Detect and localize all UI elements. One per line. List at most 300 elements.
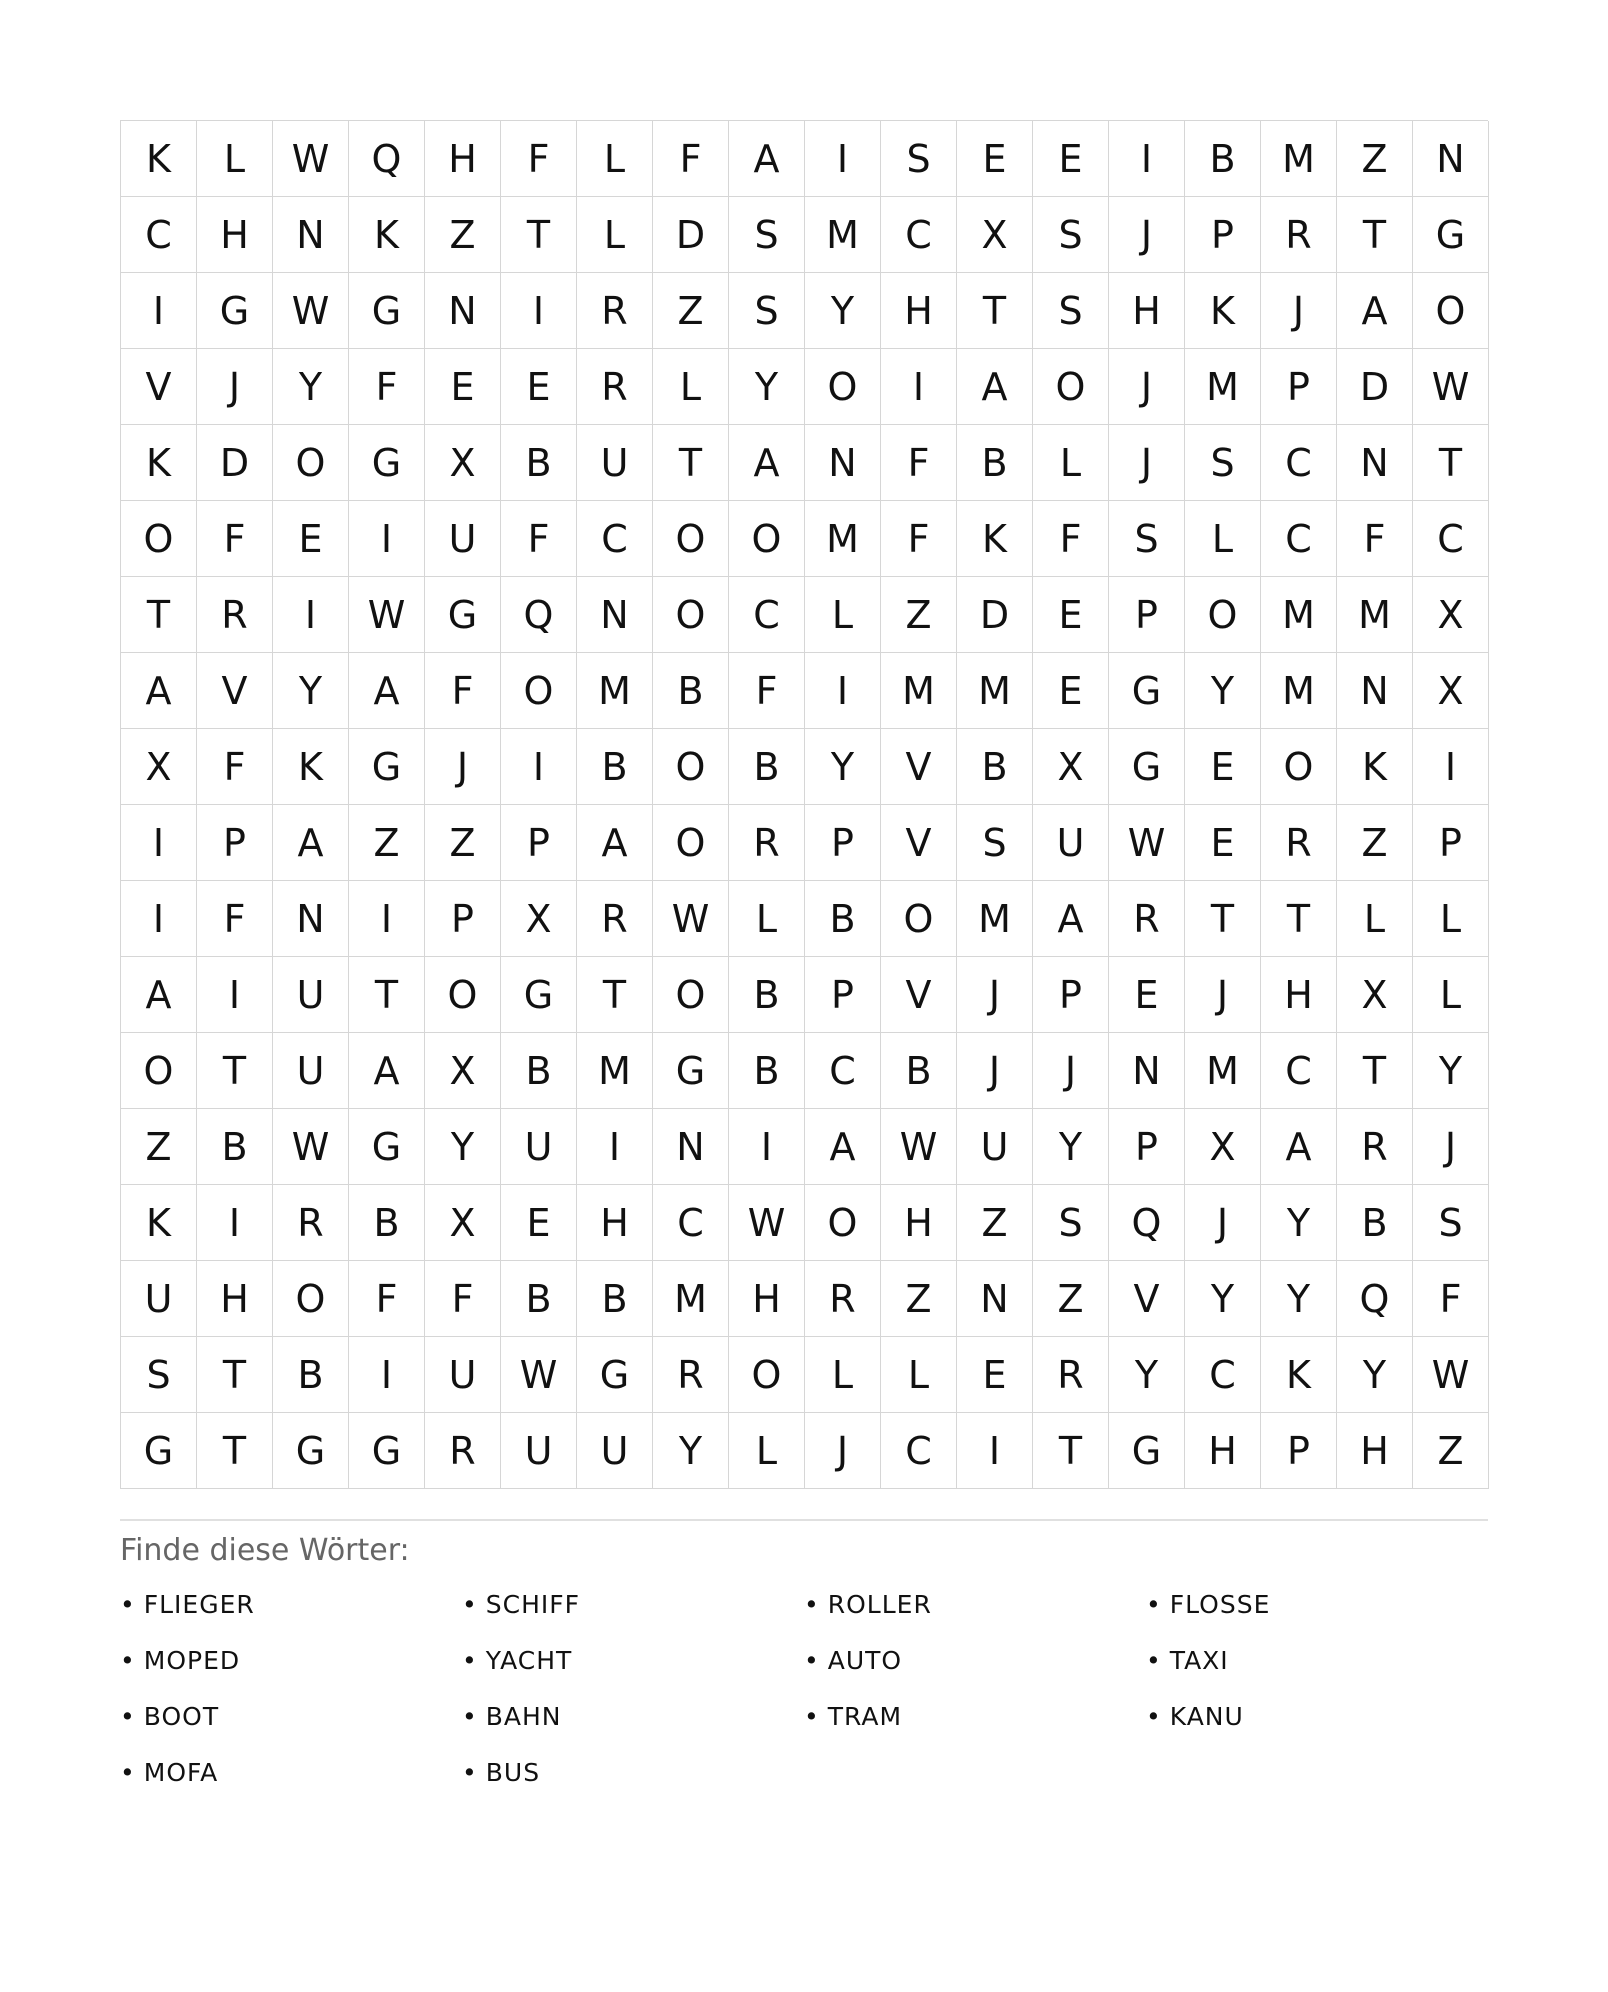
grid-cell[interactable]: F [501,121,577,197]
grid-cell[interactable]: B [577,1261,653,1337]
grid-cell[interactable]: U [121,1261,197,1337]
grid-cell[interactable]: G [1413,197,1489,273]
grid-cell[interactable]: Q [349,121,425,197]
grid-cell[interactable]: E [501,349,577,425]
grid-cell[interactable]: U [425,501,501,577]
grid-cell[interactable]: Y [1033,1109,1109,1185]
grid-cell[interactable]: G [349,729,425,805]
grid-cell[interactable]: I [881,349,957,425]
grid-cell[interactable]: M [1261,577,1337,653]
grid-cell[interactable]: S [1185,425,1261,501]
grid-cell[interactable]: L [729,1413,805,1489]
grid-cell[interactable]: F [1337,501,1413,577]
grid-cell[interactable]: A [729,121,805,197]
grid-cell[interactable]: F [881,501,957,577]
grid-cell[interactable]: V [881,729,957,805]
grid-cell[interactable]: L [1413,957,1489,1033]
grid-cell[interactable]: X [121,729,197,805]
grid-cell[interactable]: G [653,1033,729,1109]
grid-cell[interactable]: I [1413,729,1489,805]
grid-cell[interactable]: R [1261,197,1337,273]
grid-cell[interactable]: J [805,1413,881,1489]
grid-cell[interactable]: N [1337,425,1413,501]
grid-cell[interactable]: M [1337,577,1413,653]
grid-cell[interactable]: X [501,881,577,957]
grid-cell[interactable]: R [425,1413,501,1489]
grid-cell[interactable]: G [1109,729,1185,805]
grid-cell[interactable]: A [1033,881,1109,957]
grid-cell[interactable]: F [197,501,273,577]
grid-cell[interactable]: J [1033,1033,1109,1109]
grid-cell[interactable]: T [197,1413,273,1489]
grid-cell[interactable]: P [1261,349,1337,425]
grid-cell[interactable]: B [501,425,577,501]
grid-cell[interactable]: B [957,729,1033,805]
grid-cell[interactable]: F [881,425,957,501]
grid-cell[interactable]: R [1261,805,1337,881]
grid-cell[interactable]: U [577,1413,653,1489]
grid-cell[interactable]: P [805,805,881,881]
grid-cell[interactable]: B [1337,1185,1413,1261]
grid-cell[interactable]: F [425,653,501,729]
grid-cell[interactable]: M [1185,1033,1261,1109]
grid-cell[interactable]: E [1185,729,1261,805]
grid-cell[interactable]: X [1033,729,1109,805]
grid-cell[interactable]: S [121,1337,197,1413]
grid-cell[interactable]: U [577,425,653,501]
grid-cell[interactable]: A [957,349,1033,425]
grid-cell[interactable]: R [1337,1109,1413,1185]
grid-cell[interactable]: M [805,501,881,577]
grid-cell[interactable]: T [501,197,577,273]
grid-cell[interactable]: X [425,1033,501,1109]
grid-cell[interactable]: T [349,957,425,1033]
grid-cell[interactable]: G [501,957,577,1033]
grid-cell[interactable]: E [1185,805,1261,881]
grid-cell[interactable]: W [729,1185,805,1261]
grid-cell[interactable]: K [121,425,197,501]
grid-cell[interactable]: C [1261,1033,1337,1109]
grid-cell[interactable]: K [957,501,1033,577]
grid-cell[interactable]: C [729,577,805,653]
grid-cell[interactable]: S [729,197,805,273]
grid-cell[interactable]: W [273,273,349,349]
grid-cell[interactable]: D [957,577,1033,653]
grid-cell[interactable]: L [653,349,729,425]
grid-cell[interactable]: N [273,881,349,957]
grid-cell[interactable]: O [653,577,729,653]
grid-cell[interactable]: T [1337,197,1413,273]
grid-cell[interactable]: I [121,805,197,881]
grid-cell[interactable]: J [1109,425,1185,501]
grid-cell[interactable]: D [653,197,729,273]
grid-cell[interactable]: R [729,805,805,881]
grid-cell[interactable]: B [273,1337,349,1413]
grid-cell[interactable]: F [653,121,729,197]
grid-cell[interactable]: K [1337,729,1413,805]
grid-cell[interactable]: H [197,197,273,273]
grid-cell[interactable]: I [957,1413,1033,1489]
grid-cell[interactable]: Z [881,1261,957,1337]
grid-cell[interactable]: O [881,881,957,957]
grid-cell[interactable]: Y [1185,653,1261,729]
grid-cell[interactable]: J [425,729,501,805]
grid-cell[interactable]: U [273,1033,349,1109]
grid-cell[interactable]: X [425,425,501,501]
grid-cell[interactable]: R [273,1185,349,1261]
grid-cell[interactable]: Z [881,577,957,653]
grid-cell[interactable]: X [1413,653,1489,729]
grid-cell[interactable]: J [1413,1109,1489,1185]
grid-cell[interactable]: T [1185,881,1261,957]
grid-cell[interactable]: O [121,501,197,577]
grid-cell[interactable]: Y [273,653,349,729]
grid-cell[interactable]: S [1033,1185,1109,1261]
grid-cell[interactable]: B [881,1033,957,1109]
grid-cell[interactable]: I [805,653,881,729]
grid-cell[interactable]: F [349,349,425,425]
grid-cell[interactable]: E [273,501,349,577]
grid-cell[interactable]: C [881,197,957,273]
grid-cell[interactable]: O [1185,577,1261,653]
grid-cell[interactable]: S [881,121,957,197]
grid-cell[interactable]: A [1337,273,1413,349]
grid-cell[interactable]: S [729,273,805,349]
grid-cell[interactable]: C [1261,501,1337,577]
grid-cell[interactable]: K [1185,273,1261,349]
grid-cell[interactable]: Z [425,805,501,881]
grid-cell[interactable]: X [957,197,1033,273]
grid-cell[interactable]: I [121,273,197,349]
grid-cell[interactable]: I [349,1337,425,1413]
grid-cell[interactable]: F [197,729,273,805]
grid-cell[interactable]: Z [1337,121,1413,197]
grid-cell[interactable]: W [349,577,425,653]
grid-cell[interactable]: J [1109,197,1185,273]
grid-cell[interactable]: Z [1413,1413,1489,1489]
grid-cell[interactable]: A [121,957,197,1033]
grid-cell[interactable]: H [1261,957,1337,1033]
grid-cell[interactable]: G [349,1109,425,1185]
grid-cell[interactable]: I [349,501,425,577]
grid-cell[interactable]: B [501,1033,577,1109]
grid-cell[interactable]: T [1033,1413,1109,1489]
grid-cell[interactable]: F [197,881,273,957]
grid-cell[interactable]: K [121,121,197,197]
grid-cell[interactable]: T [197,1033,273,1109]
grid-cell[interactable]: U [501,1413,577,1489]
grid-cell[interactable]: P [1109,577,1185,653]
grid-cell[interactable]: M [957,881,1033,957]
grid-cell[interactable]: P [1261,1413,1337,1489]
grid-cell[interactable]: P [197,805,273,881]
grid-cell[interactable]: C [1261,425,1337,501]
grid-cell[interactable]: K [1261,1337,1337,1413]
grid-cell[interactable]: E [1033,653,1109,729]
grid-cell[interactable]: A [1261,1109,1337,1185]
grid-cell[interactable]: B [1185,121,1261,197]
grid-cell[interactable]: S [1413,1185,1489,1261]
grid-cell[interactable]: Q [501,577,577,653]
grid-cell[interactable]: P [425,881,501,957]
grid-cell[interactable]: Y [805,729,881,805]
grid-cell[interactable]: O [1261,729,1337,805]
grid-cell[interactable]: P [1185,197,1261,273]
grid-cell[interactable]: Z [1033,1261,1109,1337]
grid-cell[interactable]: Z [1337,805,1413,881]
grid-cell[interactable]: X [425,1185,501,1261]
grid-cell[interactable]: T [957,273,1033,349]
grid-cell[interactable]: G [425,577,501,653]
grid-cell[interactable]: H [881,1185,957,1261]
grid-cell[interactable]: H [1337,1413,1413,1489]
grid-cell[interactable]: W [273,1109,349,1185]
grid-cell[interactable]: I [501,729,577,805]
grid-cell[interactable]: R [577,349,653,425]
grid-cell[interactable]: W [1109,805,1185,881]
grid-cell[interactable]: C [577,501,653,577]
grid-cell[interactable]: Y [1413,1033,1489,1109]
grid-cell[interactable]: A [805,1109,881,1185]
grid-cell[interactable]: J [1109,349,1185,425]
grid-cell[interactable]: G [1109,1413,1185,1489]
grid-cell[interactable]: B [197,1109,273,1185]
grid-cell[interactable]: D [197,425,273,501]
grid-cell[interactable]: N [425,273,501,349]
grid-cell[interactable]: F [729,653,805,729]
grid-cell[interactable]: Z [121,1109,197,1185]
grid-cell[interactable]: I [121,881,197,957]
grid-cell[interactable]: B [729,957,805,1033]
grid-cell[interactable]: L [1413,881,1489,957]
grid-cell[interactable]: S [1033,273,1109,349]
grid-cell[interactable]: N [957,1261,1033,1337]
grid-cell[interactable]: J [197,349,273,425]
grid-cell[interactable]: L [1337,881,1413,957]
grid-cell[interactable]: Q [1109,1185,1185,1261]
grid-cell[interactable]: M [653,1261,729,1337]
grid-cell[interactable]: M [577,1033,653,1109]
grid-cell[interactable]: O [653,501,729,577]
grid-cell[interactable]: C [1413,501,1489,577]
grid-cell[interactable]: O [729,1337,805,1413]
grid-cell[interactable]: O [653,729,729,805]
grid-cell[interactable]: G [121,1413,197,1489]
grid-cell[interactable]: J [1185,1185,1261,1261]
grid-cell[interactable]: A [349,1033,425,1109]
grid-cell[interactable]: M [577,653,653,729]
grid-cell[interactable]: L [577,121,653,197]
grid-cell[interactable]: J [957,1033,1033,1109]
grid-cell[interactable]: K [273,729,349,805]
grid-cell[interactable]: M [881,653,957,729]
grid-cell[interactable]: V [1109,1261,1185,1337]
grid-cell[interactable]: Y [729,349,805,425]
grid-cell[interactable]: Z [349,805,425,881]
grid-cell[interactable]: C [121,197,197,273]
grid-cell[interactable]: T [653,425,729,501]
grid-cell[interactable]: Y [1109,1337,1185,1413]
grid-cell[interactable]: B [729,1033,805,1109]
grid-cell[interactable]: N [1337,653,1413,729]
grid-cell[interactable]: T [1261,881,1337,957]
grid-cell[interactable]: M [1261,653,1337,729]
grid-cell[interactable]: H [729,1261,805,1337]
grid-cell[interactable]: T [121,577,197,653]
grid-cell[interactable]: W [881,1109,957,1185]
grid-cell[interactable]: V [881,805,957,881]
grid-cell[interactable]: C [881,1413,957,1489]
grid-cell[interactable]: R [577,881,653,957]
grid-cell[interactable]: Y [653,1413,729,1489]
grid-cell[interactable]: R [805,1261,881,1337]
grid-cell[interactable]: M [1185,349,1261,425]
grid-cell[interactable]: U [501,1109,577,1185]
grid-cell[interactable]: L [577,197,653,273]
grid-cell[interactable]: B [957,425,1033,501]
grid-cell[interactable]: Z [957,1185,1033,1261]
grid-cell[interactable]: Y [273,349,349,425]
grid-cell[interactable]: I [273,577,349,653]
grid-cell[interactable]: S [957,805,1033,881]
grid-cell[interactable]: X [1337,957,1413,1033]
grid-cell[interactable]: K [121,1185,197,1261]
grid-cell[interactable]: B [805,881,881,957]
grid-cell[interactable]: O [1413,273,1489,349]
grid-cell[interactable]: O [501,653,577,729]
grid-cell[interactable]: H [577,1185,653,1261]
grid-cell[interactable]: D [1337,349,1413,425]
grid-cell[interactable]: R [577,273,653,349]
grid-cell[interactable]: A [729,425,805,501]
grid-cell[interactable]: I [197,957,273,1033]
grid-cell[interactable]: L [729,881,805,957]
grid-cell[interactable]: V [881,957,957,1033]
grid-cell[interactable]: U [1033,805,1109,881]
grid-cell[interactable]: G [349,273,425,349]
grid-cell[interactable]: E [957,121,1033,197]
grid-cell[interactable]: O [121,1033,197,1109]
grid-cell[interactable]: C [1185,1337,1261,1413]
grid-cell[interactable]: F [349,1261,425,1337]
grid-cell[interactable]: J [1185,957,1261,1033]
grid-cell[interactable]: Z [425,197,501,273]
grid-cell[interactable]: H [197,1261,273,1337]
grid-cell[interactable]: O [273,425,349,501]
grid-cell[interactable]: L [1033,425,1109,501]
grid-cell[interactable]: O [653,957,729,1033]
grid-cell[interactable]: L [805,577,881,653]
grid-cell[interactable]: E [1033,577,1109,653]
grid-cell[interactable]: P [1413,805,1489,881]
grid-cell[interactable]: I [577,1109,653,1185]
grid-cell[interactable]: O [273,1261,349,1337]
grid-cell[interactable]: Y [805,273,881,349]
grid-cell[interactable]: Y [425,1109,501,1185]
grid-cell[interactable]: M [1261,121,1337,197]
grid-cell[interactable]: L [805,1337,881,1413]
grid-cell[interactable]: T [1413,425,1489,501]
grid-cell[interactable]: W [1413,1337,1489,1413]
grid-cell[interactable]: G [349,425,425,501]
grid-cell[interactable]: O [805,1185,881,1261]
grid-cell[interactable]: E [425,349,501,425]
grid-cell[interactable]: V [197,653,273,729]
grid-cell[interactable]: N [1109,1033,1185,1109]
grid-cell[interactable]: I [197,1185,273,1261]
grid-cell[interactable]: R [1109,881,1185,957]
grid-cell[interactable]: C [805,1033,881,1109]
grid-cell[interactable]: U [957,1109,1033,1185]
grid-cell[interactable]: N [1413,121,1489,197]
grid-cell[interactable]: I [1109,121,1185,197]
grid-cell[interactable]: N [653,1109,729,1185]
grid-cell[interactable]: R [197,577,273,653]
grid-cell[interactable]: U [425,1337,501,1413]
grid-cell[interactable]: R [1033,1337,1109,1413]
grid-cell[interactable]: G [349,1413,425,1489]
grid-cell[interactable]: Y [1337,1337,1413,1413]
grid-cell[interactable]: E [1033,121,1109,197]
grid-cell[interactable]: G [197,273,273,349]
grid-cell[interactable]: W [1413,349,1489,425]
grid-cell[interactable]: J [1261,273,1337,349]
grid-cell[interactable]: X [1413,577,1489,653]
grid-cell[interactable]: L [1185,501,1261,577]
grid-cell[interactable]: V [121,349,197,425]
grid-cell[interactable]: P [1033,957,1109,1033]
grid-cell[interactable]: P [501,805,577,881]
grid-cell[interactable]: Y [1185,1261,1261,1337]
grid-cell[interactable]: F [1413,1261,1489,1337]
grid-cell[interactable]: O [653,805,729,881]
grid-cell[interactable]: I [501,273,577,349]
grid-cell[interactable]: B [577,729,653,805]
grid-cell[interactable]: B [653,653,729,729]
grid-cell[interactable]: A [121,653,197,729]
grid-cell[interactable]: I [729,1109,805,1185]
grid-cell[interactable]: M [957,653,1033,729]
grid-cell[interactable]: B [349,1185,425,1261]
grid-cell[interactable]: H [425,121,501,197]
grid-cell[interactable]: N [577,577,653,653]
grid-cell[interactable]: O [729,501,805,577]
grid-cell[interactable]: Y [1261,1261,1337,1337]
grid-cell[interactable]: Q [1337,1261,1413,1337]
grid-cell[interactable]: H [881,273,957,349]
grid-cell[interactable]: M [805,197,881,273]
grid-cell[interactable]: A [273,805,349,881]
grid-cell[interactable]: J [957,957,1033,1033]
grid-cell[interactable]: E [501,1185,577,1261]
grid-cell[interactable]: A [349,653,425,729]
grid-cell[interactable]: K [349,197,425,273]
grid-cell[interactable]: S [1109,501,1185,577]
grid-cell[interactable]: F [1033,501,1109,577]
grid-cell[interactable]: P [1109,1109,1185,1185]
grid-cell[interactable]: F [425,1261,501,1337]
grid-cell[interactable]: L [881,1337,957,1413]
grid-cell[interactable]: U [273,957,349,1033]
grid-cell[interactable]: T [577,957,653,1033]
grid-cell[interactable]: W [501,1337,577,1413]
grid-cell[interactable]: T [1337,1033,1413,1109]
grid-cell[interactable]: P [805,957,881,1033]
grid-cell[interactable]: S [1033,197,1109,273]
grid-cell[interactable]: N [273,197,349,273]
grid-cell[interactable]: C [653,1185,729,1261]
grid-cell[interactable]: E [957,1337,1033,1413]
